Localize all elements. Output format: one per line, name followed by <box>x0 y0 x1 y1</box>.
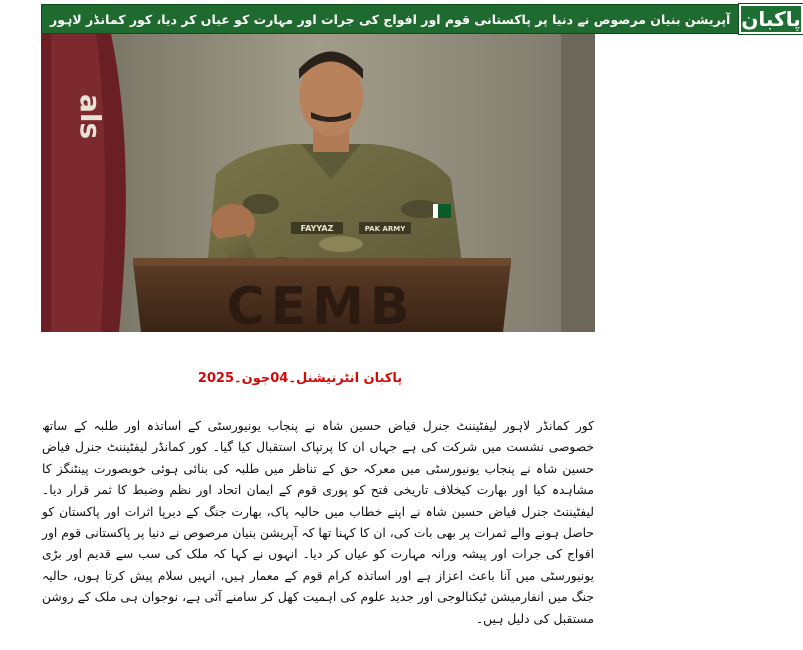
name-tag: FAYYAZ <box>300 224 334 233</box>
headline-ticker: آپریشن بنیان مرصوص نے دنیا پر پاکستانی قوم اور افواج کی جرات اور مہارت کو عیاں کر دیا، کور کمانڈر لاہور <box>41 4 739 34</box>
news-photo <box>41 34 595 337</box>
article-body: کور کمانڈر لاہور لیفٹیننٹ جنرل فیاض حسین شاہ نے پنجاب یونیورسٹی کے اساتذہ اور طلبہ کے ساتھ خصوصی نشست میں شرکت کی ہے جہاں ان کا پرتپاک استقبال کیا گیا۔ کور کمانڈر لیفٹیننٹ جنرل فیاض حسین شاہ نے پنجاب یونیورسٹی میں معرکہ حق کے تناظر میں طلبہ کی بنائی ہوئی خوبصورت پینٹنگز کا مشاہدہ کیا اور بھارت کیخلاف تاریخی فتح کو پوری قوم کے ایمان اتحاد اور نظم وضبط کا ثمر قرار دیا۔ لیفٹیننٹ جنرل فیاض حسین شاہ نے اپنے خطاب میں حالیہ پاک، بھارت جنگ کے دیرپا اثرات اور پاکستان کو حاصل ہونے والے ثمرات پر بھی بات کی، ان کا کہنا تھا کہ آپریشن بنیان مرصوص نے دنیا پر پاکستانی قوم اور افواج کی جرات اور پیشہ ورانہ مہارت کو عیاں کر دیا۔ انہوں نے کہا کہ ملک کی سب سے قدیم اور بڑی یونیورسٹی میں آنا باعث اعزاز ہے اور اساتذہ کرام قوم کے معمار ہیں، انہیں سلام پیش کرتا ہوں، حالیہ جنگ میں انفارمیشن ٹیکنالوجی اور جدید علوم کی اہمیت کھل کر سامنے آئی ہے، نوجوان ہی ملک کے روشن مستقبل کی دلیل ہیں۔ <box>42 419 594 626</box>
speaker-photo-illustration <box>41 34 595 337</box>
svg-text:als: als <box>74 94 107 140</box>
brand-logo: پاکبان <box>739 4 802 34</box>
dateline: پاکبان انٹرنیشنل۔04جون۔2025 <box>197 371 403 386</box>
podium-text: CEMB <box>226 277 416 337</box>
army-tag: PAK ARMY <box>364 225 406 233</box>
news-header <box>41 4 801 34</box>
